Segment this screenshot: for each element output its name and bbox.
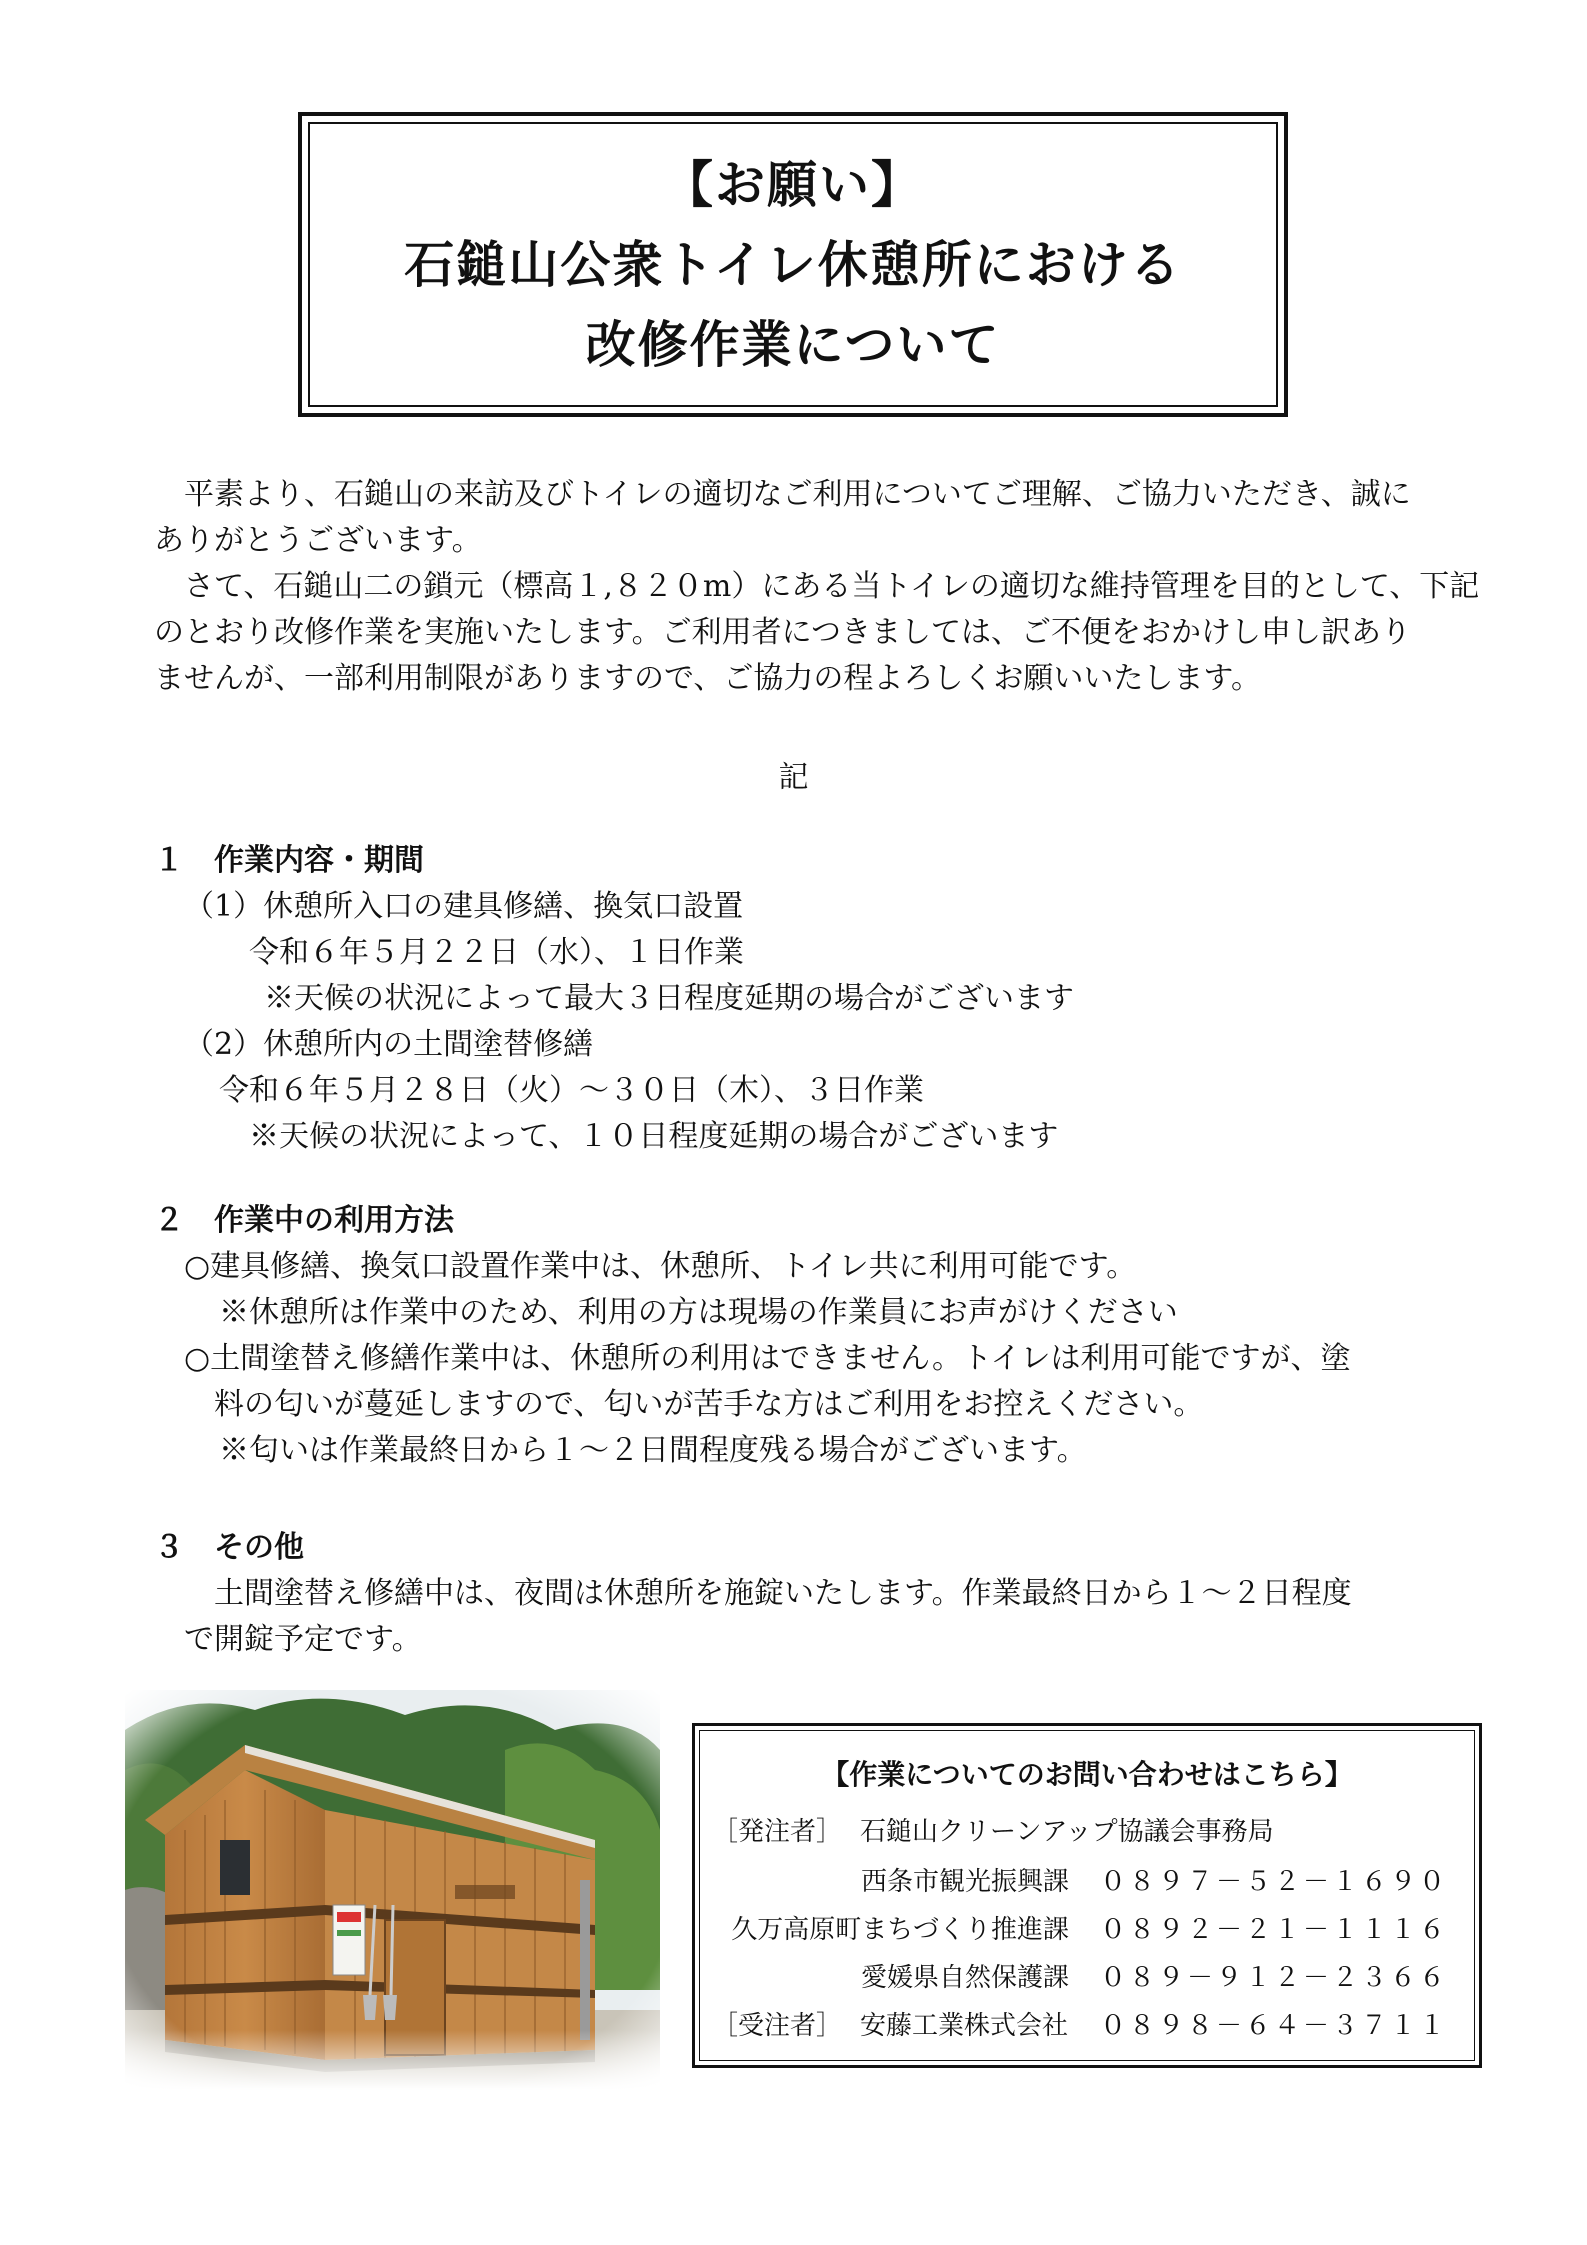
- section-3-heading: ３ その他: [154, 1530, 304, 1565]
- intro-paragraph-2: [154, 564, 1480, 702]
- section-1-item-1-title: （1）休憩所入口の建具修繕、換気口設置: [184, 889, 744, 924]
- section-2-line-1: ○建具修繕、換気口設置作業中は、休憩所、トイレ共に利用可能です。: [184, 1249, 1137, 1284]
- contact-title: 【作業についてのお問い合わせはこちら】: [821, 1758, 1353, 1791]
- orderer-name: 石鎚山クリーンアップ協議会事務局: [860, 1817, 1274, 1847]
- section-2-line-5: ※匂いは作業最終日から１～２日間程度残る場合がございます。: [219, 1433, 1087, 1468]
- section-1-heading: １ 作業内容・期間: [154, 843, 424, 878]
- section-2: [154, 1198, 1454, 1474]
- section-3-line-2: で開錠予定です。: [184, 1622, 422, 1657]
- section-1-item-1-date: 令和６年５月２２日（水）、１日作業: [249, 935, 744, 970]
- section-1: [154, 838, 1454, 1160]
- section-3: [154, 1525, 1454, 1663]
- title-line-2: 石鎚山公衆トイレ休憩所における: [404, 235, 1182, 294]
- building-photo: [125, 1690, 660, 2090]
- tel-2: ０８９２－２１－１１１６: [1100, 1915, 1449, 1945]
- intro-p2-line-3: ませんが、一部利用制限がありますので、ご協力の程よろしくお願いいたします。: [154, 661, 1261, 696]
- dept-2: 久万高原町まちづくり推進課: [731, 1915, 1069, 1945]
- ki-note-heading: 記: [778, 760, 809, 795]
- section-2-line-3: ○土間塗替え修繕作業中は、休憩所の利用はできません。トイレは利用可能ですが、塗: [184, 1341, 1351, 1376]
- section-2-heading: ２ 作業中の利用方法: [154, 1203, 454, 1238]
- section-3-line-1: 土間塗替え修繕中は、夜間は休憩所を施錠いたします。作業最終日から１～２日程度: [214, 1576, 1352, 1611]
- intro-p2-line-1: さて、石鎚山二の鎖元（標高１,８２０m）にある当トイレの適切な維持管理を目的として、下記: [154, 569, 1480, 604]
- intro-p1-line-2: ありがとうございます。: [154, 523, 482, 558]
- title-box: [298, 112, 1288, 417]
- intro-p2-line-2: のとおり改修作業を実施いたします。ご利用者につきましては、ご不便をおかけし申し訳あり: [154, 615, 1411, 650]
- contractor-name: 安藤工業株式会社: [860, 2011, 1069, 2041]
- section-1-item-2-note: ※天候の状況によって、１０日程度延期の場合がございます: [249, 1119, 1059, 1154]
- orderer-label: ［発注者］: [712, 1817, 843, 1847]
- section-1-item-2-title: （2）休憩所内の土間塗替修繕: [184, 1027, 594, 1062]
- title-inner-frame: [308, 122, 1278, 407]
- title-line-3: 改修作業について: [585, 315, 1001, 374]
- title-line-1: 【お願い】: [663, 155, 923, 214]
- intro-text: [154, 472, 1480, 702]
- section-2-line-4: 料の匂いが蔓延しますので、匂いが苦手な方はご利用をお控えください。: [214, 1387, 1204, 1422]
- contractor-label: ［受注者］: [712, 2011, 843, 2041]
- tel-3: ０８９－９１２－２３６６: [1100, 1963, 1449, 1993]
- section-1-item-1-note: ※天候の状況によって最大３日程度延期の場合がございます: [264, 981, 1074, 1016]
- contact-box: [692, 1723, 1482, 2068]
- section-2-line-2: ※休憩所は作業中のため、利用の方は現場の作業員にお声がけください: [219, 1295, 1178, 1330]
- building-illustration: [125, 1690, 660, 2090]
- dept-3: 愛媛県自然保護課: [860, 1963, 1069, 1993]
- tel-1: ０８９７－５２－１６９０: [1100, 1867, 1449, 1897]
- intro-p1-line-1: 平素より、石鎚山の来訪及びトイレの適切なご利用についてご理解、ご協力いただき、誠に: [154, 477, 1411, 512]
- section-1-item-2-date: 令和６年５月２８日（火）～３０日（木）、３日作業: [219, 1073, 924, 1108]
- dept-1: 西条市観光振興課: [860, 1867, 1069, 1897]
- contractor-tel: ０８９８－６４－３７１１: [1100, 2011, 1449, 2041]
- intro-paragraph-1: [154, 472, 1454, 564]
- contact-inner-frame: [699, 1730, 1475, 2061]
